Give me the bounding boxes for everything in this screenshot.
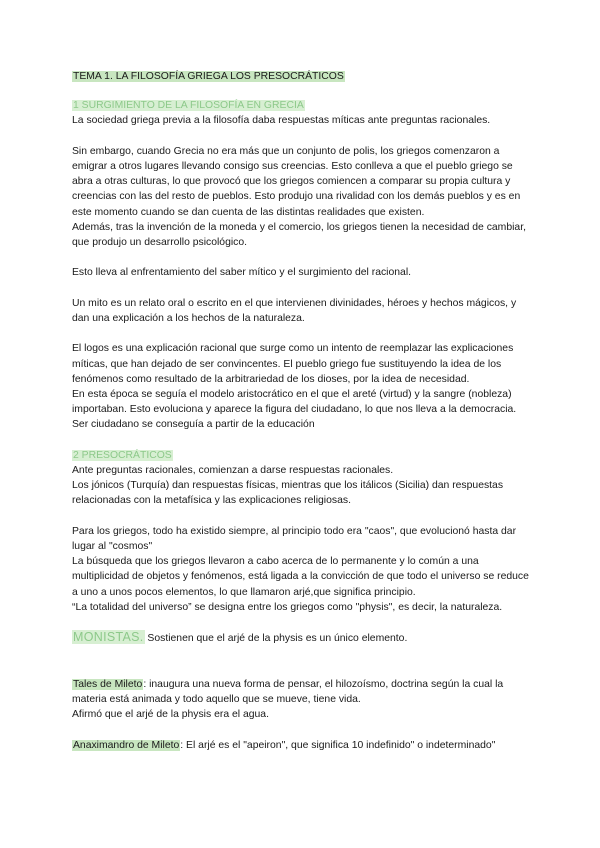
anaximandro-text: : El arjé es el "apeiron", que significa 10 indefinido" o indeterminado"	[180, 739, 496, 751]
document-body	[72, 69, 532, 753]
paragraph-3: Además, tras la invención de la moneda y el comercio, los griegos tienen la necesidad de cambiar, que produjo un desarrollo psicológico.	[72, 221, 526, 249]
paragraph-7: En esta época se seguía el modelo aristocrático en el que el areté (virtud) y la sangre (nobleza) importaban. Esto evoluciona y aparece la figura del ciudadano, lo que nos lleva a la democracia. Ser ciudadano se conseguía a partir de la educación	[72, 389, 517, 431]
paragraph-2: Sin embargo, cuando Grecia no era más que un conjunto de polis, los griegos comenzaron a emigrar a otros lugares llevando consigo sus creencias. Esto conlleva a que el pueblo griego se abra a otras culturas, lo que provocó que los griegos comiencen a comparar su propia cultura y creencias con las del resto de pueblos. Esto produjo una rivalidad con los demás pueblos y es en este momento cuando se dan cuenta de las distintas realidades que existen.	[72, 145, 521, 218]
tales-name: Tales de Mileto	[73, 678, 143, 690]
section-heading-2: 2 PRESOCRÁTICOS	[73, 449, 172, 461]
section-heading-2-line	[72, 448, 532, 463]
paragraph-8: Ante preguntas racionales, comienzan a darse respuestas racionales.	[72, 465, 394, 476]
paragraph-5: Un mito es un relato oral o escrito en el que intervienen divinidades, héroes y hechos mágicos, y dan una explicación a los hechos de la naturaleza.	[72, 297, 517, 324]
section-heading-1-line	[72, 98, 532, 113]
document-title: TEMA 1. LA FILOSOFÍA GRIEGA LOS PRESOCRÁTICOS	[73, 71, 344, 82]
anaximandro-name: Anaximandro de Mileto	[73, 739, 180, 751]
paragraph-6: El logos es una explicación racional que surge como un intento de reemplazar las explicaciones míticas, que han dejado de ser convincentes. El pueblo griego fue sustituyendo la idea de los fenómenos como resultado de la arbitrariedad de los dioses, por la idea de necesidad.	[72, 343, 514, 385]
paragraph-1: La sociedad griega previa a la filosofía daba respuestas míticas ante preguntas racionales.	[72, 115, 491, 127]
paragraph-10: Para los griegos, todo ha existido siempre, al principio todo era "caos", que evolucionó hasta dar lugar al "cosmos"	[72, 525, 517, 552]
monistas-heading: MONISTAS.	[73, 630, 144, 645]
paragraph-12: “La totalidad del universo” se designa entre los griegos como "physis", es decir, la naturaleza.	[72, 601, 503, 613]
anaximandro-paragraph	[72, 738, 532, 753]
tales-text: : inaugura una nueva forma de pensar, el hilozoísmo, doctrina según la cual la materia está animada y todo aquello que se mueve, tiene vida.	[72, 678, 504, 705]
monistas-text: Sostienen que el arjé de la physis es un único elemento.	[144, 633, 408, 645]
paragraph-9: Los jónicos (Turquía) dan respuestas físicas, mientras que los itálicos (Sicilia) dan respuestas relacionadas con la metafísica y las explicaciones religiosas.	[72, 480, 504, 507]
paragraph-11: La búsqueda que los griegos llevaron a cabo acerca de lo permanente y lo común a una multiplicidad de objetos y fenómenos, está ligada a la convicción de que todo el universo se reduce a uno a unos pocos elementos, lo que llamaron arjé,que significa principio.	[72, 556, 529, 598]
monistas-line	[72, 630, 532, 646]
section-heading-1: 1 SURGIMIENTO DE LA FILOSOFÍA EN GRECIA	[73, 100, 304, 112]
document-title-line	[72, 69, 532, 84]
tales-paragraph	[72, 677, 532, 707]
paragraph-4: Esto lleva al enfrentamiento del saber mítico y el surgimiento del racional.	[72, 267, 412, 279]
tales-paragraph-2: Afirmó que el arjé de la physis era el agua.	[72, 709, 269, 721]
